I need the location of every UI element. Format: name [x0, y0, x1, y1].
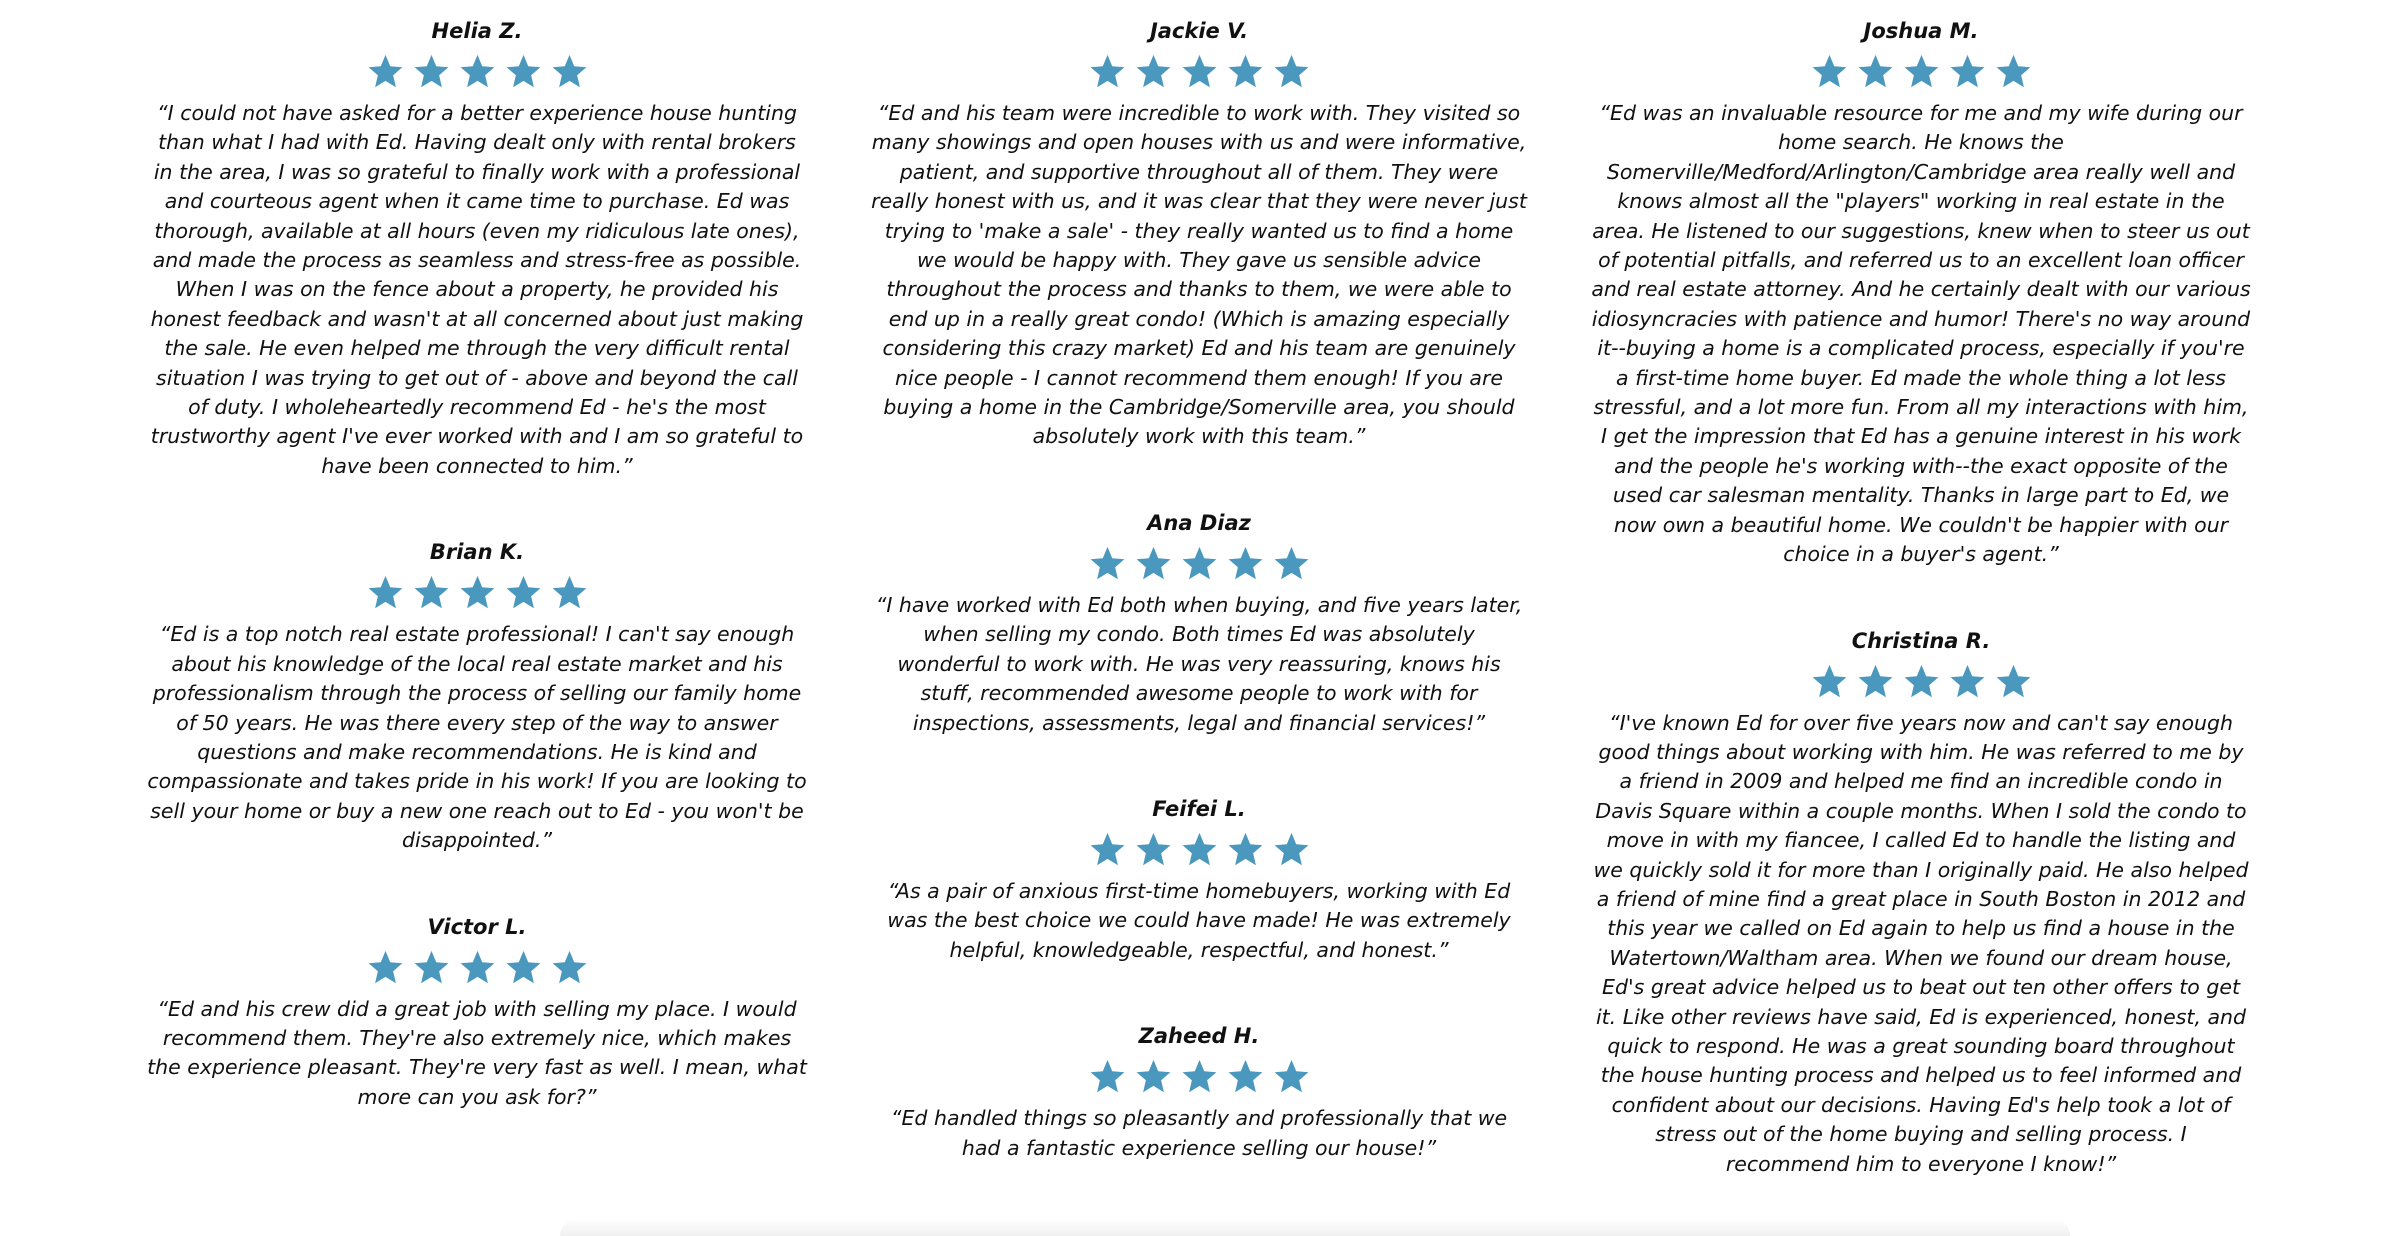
- reviewer-name: Christina R.: [1851, 628, 1991, 653]
- reviews-column-3: [1591, 18, 2251, 1179]
- star-icon: [1856, 662, 1895, 700]
- reviewer-name: Joshua M.: [1863, 19, 1979, 43]
- star-icon: [1226, 1057, 1265, 1095]
- star-icon: [504, 573, 543, 611]
- star-icon: [1272, 52, 1311, 90]
- reviews-column-2: [869, 18, 1529, 1163]
- star-icon: [1180, 1057, 1219, 1095]
- star-rating: [1591, 659, 2251, 703]
- star-icon: [1902, 662, 1941, 700]
- star-rating: [147, 570, 807, 614]
- star-icon: [1994, 52, 2033, 90]
- star-icon: [1088, 830, 1127, 868]
- review-card: [869, 796, 1529, 965]
- review-text: “I've known Ed for over five years now and can't say enough good things about working with him. He was referred to me by a friend in 2009 and helped me find an incredible condo in Davis Square within a couple months. When I sold the condo to move in with my fiancee, I called Ed to handle the listing and we quickly sold it for more than I originally paid. He also helped a friend of mine find a great place in South Boston in 2012 and this year we called on Ed again to help us find a house in the Watertown/Waltham area. When we found our dream house, Ed's great advice helped us to beat out ten other offers to get it. Like other reviews have said, Ed is experienced, honest, and quick to respond. He was a great sounding board throughout the house hunting process and helped us to feel informed and confident about our decisions. Having Ed's help took a lot of stress out of the home buying and selling process. I recommend him to everyone I know!”: [1593, 710, 2249, 1176]
- review-card: [147, 18, 807, 481]
- star-rating: [869, 541, 1529, 585]
- reviewer-name: Jackie V.: [1149, 19, 1249, 43]
- star-icon: [366, 948, 405, 986]
- reviewer-name: Victor L.: [427, 914, 527, 939]
- star-icon: [1856, 52, 1895, 90]
- star-icon: [1994, 662, 2033, 700]
- star-icon: [458, 52, 497, 90]
- star-icon: [1226, 52, 1265, 90]
- star-icon: [1810, 662, 1849, 700]
- star-icon: [1134, 830, 1173, 868]
- review-text: “Ed and his team were incredible to work with. They visited so many showings and open houses with us and were informative, patient, and supportive throughout all of them. They were really honest with us, and it was clear that they were never just trying to 'make a sale' - they really wanted us to find a home we would be happy with. They gave us sensible advice throughout the process and thanks to them, we were able to end up in a really great condo! (Which is amazing especially considering this crazy market) Ed and his team are genuinely nice people - I cannot recommend them enough! If you are buying a home in the Cambridge/Somerville area, you should absolutely work with this team.”: [871, 101, 1527, 449]
- star-icon: [1180, 52, 1219, 90]
- star-rating: [147, 945, 807, 989]
- star-icon: [366, 573, 405, 611]
- star-icon: [550, 52, 589, 90]
- star-icon: [412, 948, 451, 986]
- star-rating: [869, 1054, 1529, 1098]
- star-rating: [1591, 49, 2251, 93]
- star-icon: [1226, 830, 1265, 868]
- star-icon: [1902, 52, 1941, 90]
- review-text: “Ed was an invaluable resource for me and my wife during our home search. He knows the Somerville/Medford/Arlington/Cambridge area really well and knows almost all the "players" working in real estate in the area. He listened to our suggestions, knew when to steer us out of potential pitfalls, and referred us to an excellent loan officer and real estate attorney. And he certainly dealt with our various idiosyncracies with patience and humor! There's no way around it--buying a home is a complicated process, especially if you're a first-time home buyer. Ed made the whole thing a lot less stressful, and a lot more fun. From all my interactions with him, I get the impression that Ed has a genuine interest in his work and the people he's working with--the exact opposite of the used car salesman mentality. Thanks in large part to Ed, we now own a beautiful home. We couldn't be happier with our choice in a buyer's agent.”: [1591, 101, 2251, 567]
- review-text: “Ed is a top notch real estate professional! I can't say enough about his knowledge of the local real estate market and his professionalism through the process of selling our family home of 50 years. He was there every step of the way to answer questions and make recommendations. He is kind and compassionate and takes pride in his work! If you are looking to sell your home or buy a new one reach out to Ed - you won't be disappointed.”: [147, 622, 807, 853]
- star-icon: [458, 573, 497, 611]
- star-icon: [550, 948, 589, 986]
- review-card: [1591, 628, 2251, 1180]
- star-icon: [504, 52, 543, 90]
- star-icon: [458, 948, 497, 986]
- star-icon: [1272, 544, 1311, 582]
- star-icon: [1088, 52, 1127, 90]
- star-icon: [1134, 544, 1173, 582]
- star-rating: [869, 49, 1529, 93]
- star-icon: [550, 573, 589, 611]
- star-rating: [869, 827, 1529, 871]
- review-card: [869, 18, 1529, 452]
- star-icon: [1134, 52, 1173, 90]
- reviewer-name: Zaheed H.: [1138, 1024, 1260, 1049]
- star-icon: [1180, 544, 1219, 582]
- star-icon: [366, 52, 405, 90]
- reviewer-name: Brian K.: [429, 540, 525, 565]
- review-text: “I could not have asked for a better experience house hunting than what I had with Ed. Having dealt only with rental brokers in the area, I was so grateful to finally work with a professional and courteous agent when it came time to purchase. Ed was thorough, available at all hours (even my ridiculous late ones), and made the process as seamless and stress-free as possible. When I was on the fence about a property, he provided his honest feedback and wasn't at all concerned about just making the sale. He even helped me through the very difficult rental situation I was trying to get out of - above and beyond the call of duty. I wholeheartedly recommend Ed - he's the most trustworthy agent I've ever worked with and I am so grateful to have been connected to him.”: [150, 101, 804, 478]
- star-icon: [1226, 544, 1265, 582]
- reviewer-name: Helia Z.: [431, 19, 523, 43]
- star-icon: [1272, 1057, 1311, 1095]
- review-text: “As a pair of anxious first-time homebuyers, working with Ed was the best choice we could have made! He was extremely helpful, knowledgeable, respectful, and honest.”: [887, 878, 1511, 962]
- star-icon: [412, 573, 451, 611]
- review-card: [1591, 18, 2251, 570]
- review-text: “I have worked with Ed both when buying, and five years later, when selling my condo. Both times Ed was absolutely wonderful to work with. He was very reassuring, knows his stuff, recommended awesome people to work with for inspections, assessments, legal and financial services!”: [875, 592, 1523, 735]
- review-text: “Ed and his crew did a great job with selling my place. I would recommend them. They're also extremely nice, which makes the experience pleasant. They're very fast as well. I mean, what more can you ask for?”: [147, 996, 807, 1109]
- star-icon: [1180, 830, 1219, 868]
- reviews-column-1: [147, 18, 807, 1112]
- star-icon: [504, 948, 543, 986]
- star-rating: [147, 49, 807, 93]
- star-icon: [1088, 1057, 1127, 1095]
- star-icon: [1088, 544, 1127, 582]
- reviewer-name: Feifei L.: [1152, 796, 1246, 821]
- reviewer-name: Ana Diaz: [1147, 510, 1251, 535]
- review-text: “Ed handled things so pleasantly and professionally that we had a fantastic experience selling our house!”: [890, 1106, 1508, 1160]
- review-card: [147, 914, 807, 1113]
- review-card: [869, 510, 1529, 738]
- review-card: [869, 1023, 1529, 1163]
- star-icon: [1272, 830, 1311, 868]
- page-bottom-shadow: [560, 1218, 2070, 1236]
- star-icon: [1810, 52, 1849, 90]
- star-icon: [1948, 662, 1987, 700]
- star-icon: [1948, 52, 1987, 90]
- star-icon: [1134, 1057, 1173, 1095]
- star-icon: [412, 52, 451, 90]
- review-card: [147, 539, 807, 855]
